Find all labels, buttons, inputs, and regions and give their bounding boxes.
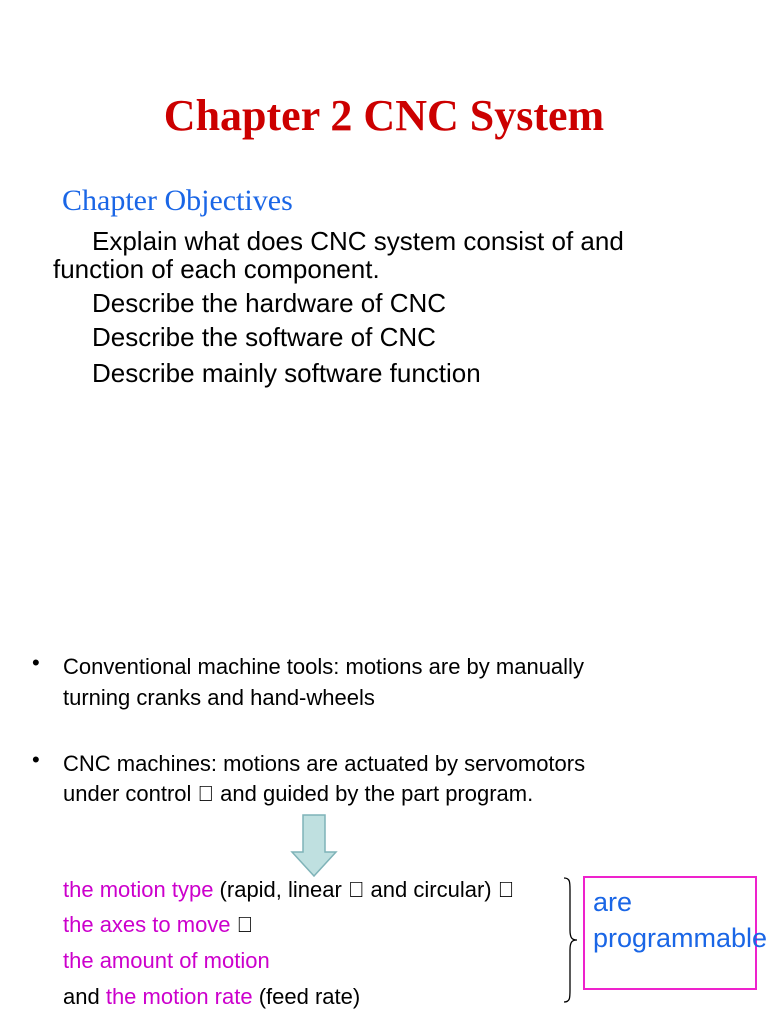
- bullet-icon: •: [32, 650, 40, 675]
- bullet-text: Conventional machine tools: motions are by manually: [63, 654, 584, 679]
- motion-item-rate: and the motion rate (feed rate): [63, 984, 361, 1009]
- objective-item: Explain what does CNC system consist of and: [92, 226, 624, 256]
- bullet-text-continued: under control and guided by the part program.: [63, 781, 511, 806]
- motion-item-amount: the amount of motion: [63, 948, 270, 973]
- programmable-callout-box: [583, 876, 768, 990]
- motion-item-axes: the axes to move: [63, 912, 231, 937]
- programmable-callout-text: are programmable: [593, 887, 768, 953]
- objective-item: Describe the software of CNC: [92, 322, 436, 352]
- bullet-text-continued: turning cranks and hand-wheels: [63, 685, 375, 710]
- objective-item-continued: function of each component.: [53, 254, 380, 284]
- motion-item-type: the motion type (rapid, linear and circular): [63, 877, 469, 902]
- curly-brace-icon: [558, 876, 580, 1006]
- objective-item: Describe the hardware of CNC: [92, 288, 447, 318]
- down-arrow-icon: [290, 814, 338, 878]
- bullet-text: CNC machines: motions are actuated by servomotors: [63, 751, 586, 776]
- objective-item: Describe mainly software function: [92, 358, 481, 388]
- objectives-heading: Chapter Objectives: [62, 184, 293, 217]
- chapter-title: Chapter 2 CNC System: [163, 91, 605, 140]
- bullet-icon: •: [32, 747, 40, 772]
